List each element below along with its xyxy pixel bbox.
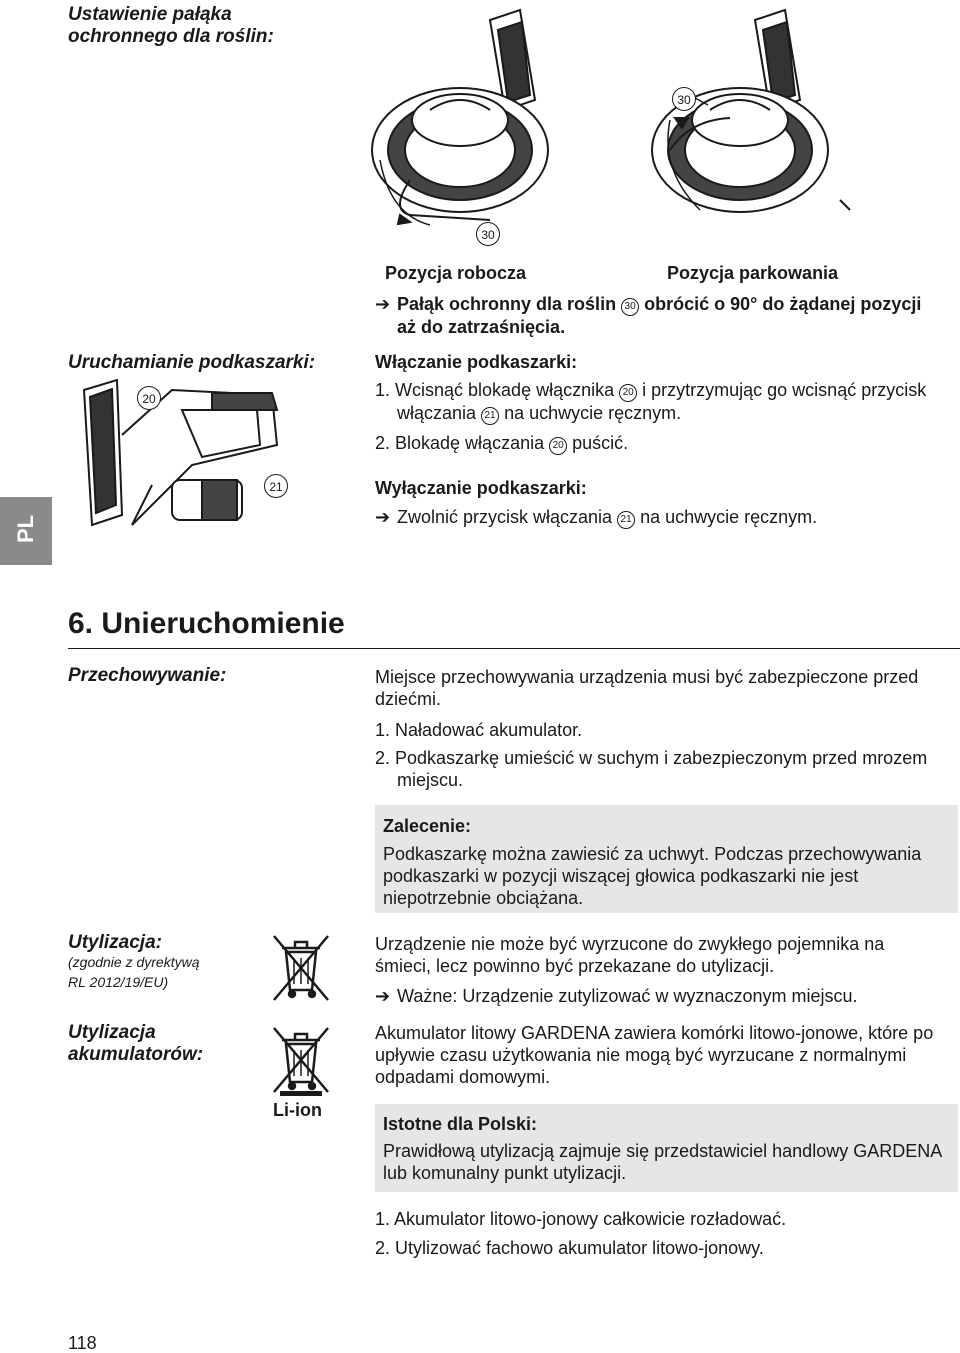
- start-trimmer-label: Uruchamianie podkaszarki:: [68, 352, 316, 373]
- arrow-icon: ➔: [375, 507, 391, 527]
- label-working-position: Pozycja robocza: [385, 263, 527, 283]
- storage-intro: Miejsce przechowywania urządzenia musi być zabezpieczone przed dziećmi.: [375, 667, 919, 709]
- ref-number-20: 20: [619, 384, 637, 402]
- callout-30-working: 30: [476, 222, 500, 246]
- language-tab-label: PL: [13, 514, 38, 543]
- crossed-bin-icon: [268, 930, 334, 1004]
- storage-step-2: 2. Podkaszarkę umieścić w suchym i zabezpieczonym przed mrozem miejscu.: [375, 748, 928, 790]
- battery-disposal-label: Utylizacja akumulatorów:: [68, 1022, 204, 1065]
- tip-text: Podkaszarkę można zawiesić za uchwyt. Podczas przechowywania podkaszarki w pozycji wiszącej głowica podkaszarki nie jest niepotrzebnie obciążana.: [383, 844, 922, 908]
- guard-adjust-label: Ustawienie pałąka ochronnego dla roślin:: [68, 4, 274, 47]
- poland-info-heading: Istotne dla Polski:: [383, 1114, 538, 1134]
- switch-on-step-1: 1. Wcisnąć blokadę włącznika 20 i przytrzymując go wcisnąć przycisk włączania 21 na uchwycie ręcznym.: [375, 380, 927, 423]
- switch-off-instruction: ➔ Zwolnić przycisk włączania 21 na uchwycie ręcznym.: [375, 507, 818, 527]
- disposal-text: Urządzenie nie może być wyrzucone do zwykłego pojemnika na śmieci, lecz powinno być przekazane do utylizacji.: [375, 934, 885, 976]
- poland-info-text: Prawidłową utylizacją zajmuje się przedstawiciel handlowy GARDENA lub komunalny punkt utylizacji.: [383, 1141, 942, 1183]
- storage-step-1: 1. Naładować akumulator.: [375, 720, 583, 740]
- callout-30-parking: 30: [672, 87, 696, 111]
- storage-label: Przechowywanie:: [68, 665, 227, 686]
- disposal-directive: (zgodnie z dyrektywą RL 2012/19/EU): [68, 954, 200, 990]
- tip-heading: Zalecenie:: [383, 816, 472, 836]
- crossed-bin-battery-icon: [268, 1022, 334, 1096]
- tip-box: [375, 805, 958, 913]
- ref-number-20: 20: [549, 437, 567, 455]
- battery-step-1: 1. Akumulator litowo-jonowy całkowicie rozładować.: [375, 1209, 787, 1229]
- callout-21: 21: [264, 474, 288, 498]
- li-ion-label: Li-ion: [273, 1100, 322, 1120]
- language-tab: [0, 497, 52, 565]
- trimmer-head-illustration: [370, 0, 890, 255]
- ref-number-21: 21: [481, 407, 499, 425]
- poland-info-box: [375, 1104, 958, 1192]
- switch-on-heading: Włączanie podkaszarki:: [375, 352, 578, 372]
- page-number: 118: [68, 1333, 97, 1353]
- handle-illustration: [72, 375, 292, 530]
- callout-20: 20: [137, 386, 161, 410]
- switch-on-step-2: 2. Blokadę włączania 20 puścić.: [375, 433, 629, 453]
- chapter-title: 6. Unieruchomienie: [68, 607, 345, 640]
- disposal-note: ➔ Ważne: Urządzenie zutylizować w wyznaczonym miejscu.: [375, 986, 858, 1006]
- ref-number-30: 30: [621, 298, 639, 316]
- arrow-icon: ➔: [375, 294, 391, 314]
- disposal-label: Utylizacja:: [68, 932, 162, 953]
- battery-disposal-text: Akumulator litowy GARDENA zawiera komórki litowo-jonowe, które po upływie czasu użytkowania nie mogą być wyrzucane z normalnymi odpadami domowymi.: [375, 1023, 934, 1087]
- ref-number-21: 21: [617, 511, 635, 529]
- chapter-divider: [68, 648, 960, 649]
- guard-instruction: ➔ Pałąk ochronny dla roślin 30 obrócić o 90° do żądanej pozycji aż do zatrzaśnięcia.: [375, 294, 922, 337]
- battery-step-2: 2. Utylizować fachowo akumulator litowo-jonowy.: [375, 1238, 764, 1258]
- switch-off-heading: Wyłączanie podkaszarki:: [375, 478, 587, 498]
- arrow-icon: ➔: [375, 986, 391, 1006]
- label-parking-position: Pozycja parkowania: [667, 263, 839, 283]
